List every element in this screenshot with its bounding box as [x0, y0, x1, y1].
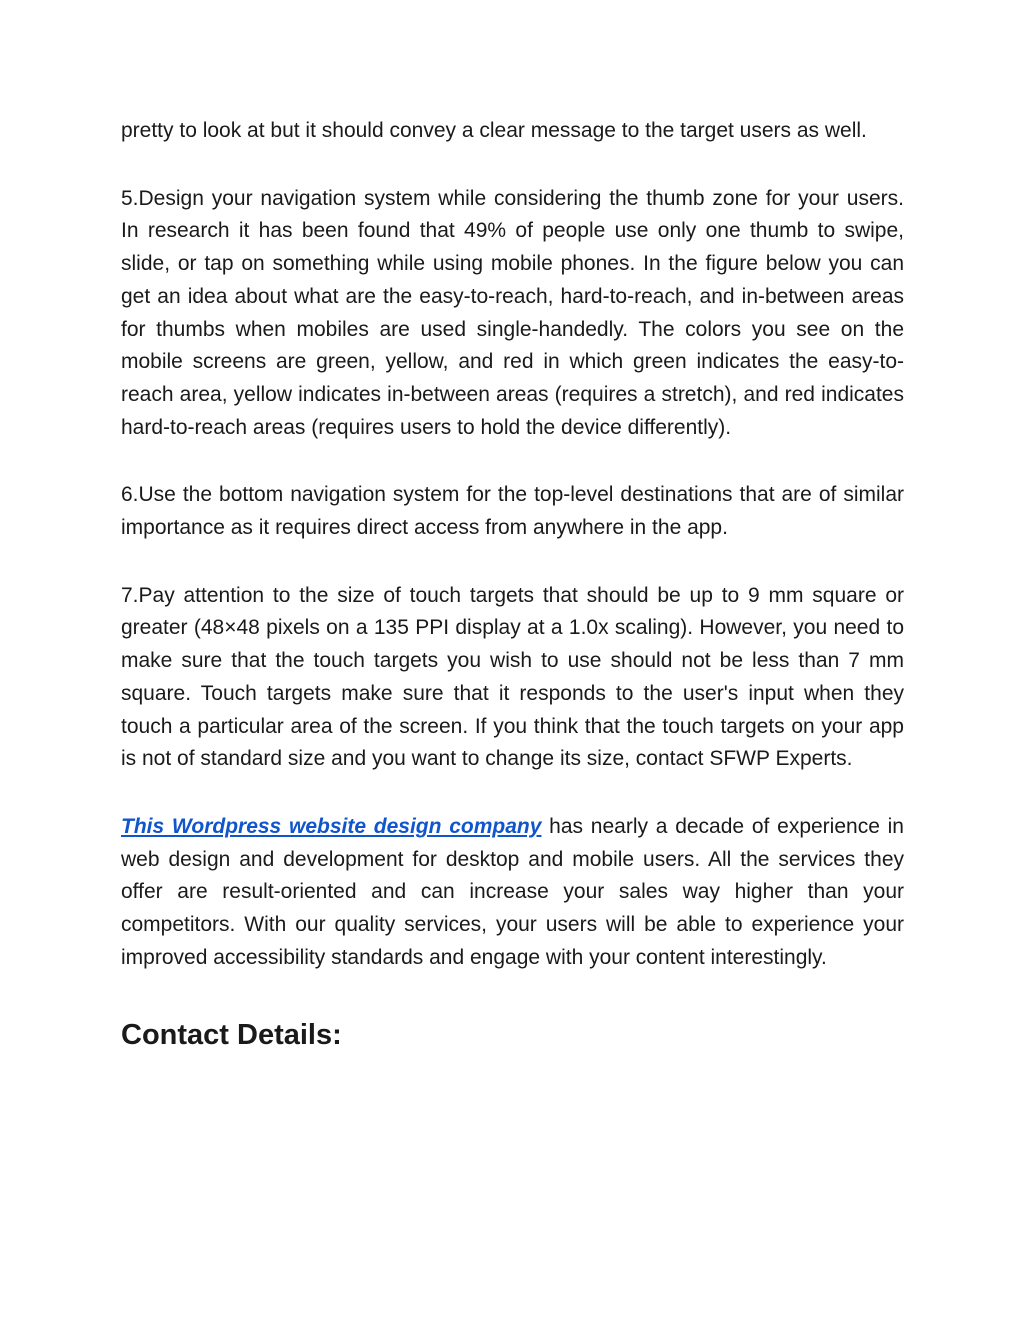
document-page	[121, 115, 904, 1053]
paragraph-intro-continuation: pretty to look at but it should convey a clear message to the target users as well.	[121, 119, 867, 142]
company-paragraph-text: has nearly a decade of experience in web design and development for desktop and mobile users. All the services they offer are result-oriented and can increase your sales way higher than your competitors. With our quality services, your users will be able to experience your improved accessibility standards and engage with your content interestingly.	[121, 814, 904, 969]
paragraph-company	[121, 811, 904, 975]
contact-details-heading: Contact Details:	[121, 1019, 342, 1052]
paragraph-tip-7-touch-targets: 7.Pay attention to the size of touch targets that should be up to 9 mm square or greater (48×48 pixels on a 135 PPI display at a 1.0x scaling). However, you need to make sure that the touch targets you wish to use should not be less than 7 mm square. Touch targets make sure that it responds to the user's input when they touch a particular area of the screen. If you think that the touch targets on your app is not of standard size and you want to change its size, contact SFWP Experts.	[121, 583, 904, 771]
paragraph-tip-6-bottom-navigation: 6.Use the bottom navigation system for the top-level destinations that are of similar importance as it requires direct access from anywhere in the app.	[121, 483, 904, 540]
paragraph-tip-5-thumb-zone: 5.Design your navigation system while considering the thumb zone for your users. In research it has been found that 49% of people use only one thumb to swipe, slide, or tap on something while using mobile phones. In the figure below you can get an idea about what are the easy-to-reach, hard-to-reach, and in-between areas for thumbs when mobiles are used single-handedly. The colors you see on the mobile screens are green, yellow, and red in which green indicates the easy-to-reach area, yellow indicates in-between areas (requires a stretch), and red indicates hard-to-reach areas (requires users to hold the device differently).	[121, 186, 904, 439]
company-link[interactable]: This Wordpress website design company	[121, 814, 542, 838]
